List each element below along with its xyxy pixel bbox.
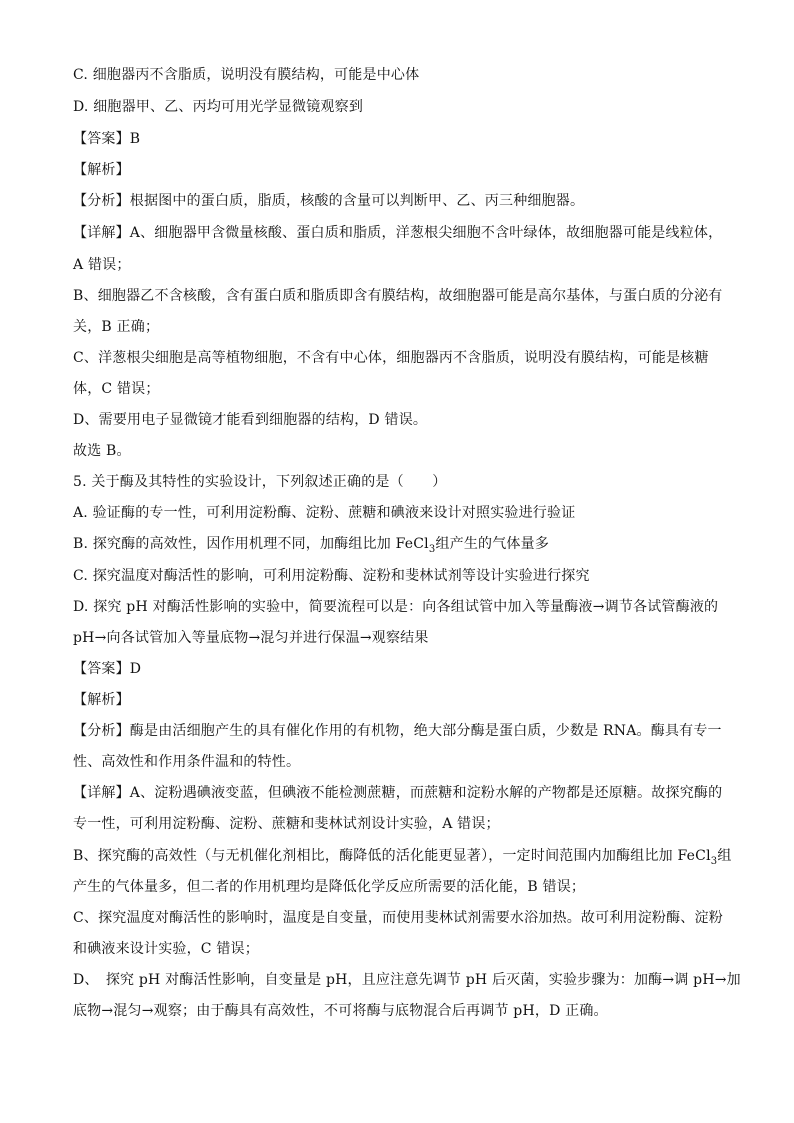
detail-text-a-cont: A 错误； <box>73 257 131 273</box>
q5-answer-label: 【答案】D <box>73 661 142 677</box>
q5-analysis-text: 【分析】酶是由活细胞产生的具有催化作用的有机物，绝大部分酶是蛋白质，少数是 RNA。酶具有专一 <box>73 723 722 739</box>
q5-option-b-subscript: 3 <box>428 543 436 555</box>
q5-detail-a: 【详解】A、淀粉遇碘液变蓝，但碘液不能检测蔗糖，而蔗糖和淀粉水解的产物都是还原糖。故探究酶的 <box>73 785 723 801</box>
question-5-stem: 5. 关于酶及其特性的实验设计，下列叙述正确的是（ ） <box>73 474 447 490</box>
detail-text-b-cont: 关，B 正确； <box>73 319 160 335</box>
detail-text-a: 【详解】A、细胞器甲含微量核酸、蛋白质和脂质，洋葱根尖细胞不含叶绿体，故细胞器可能是线粒体， <box>73 225 723 241</box>
conclusion-text: 故选 B。 <box>73 443 131 459</box>
detail-text-b: B、细胞器乙不含核酸，含有蛋白质和脂质即含有膜结构，故细胞器可能是高尔基体，与蛋白质的分泌有 <box>73 288 723 304</box>
q5-detail-c: C、探究温度对酶活性的影响时，温度是自变量，而使用斐林试剂需要水浴加热。故可利用淀粉酶、淀粉 <box>73 910 723 926</box>
option-c-text: C. 细胞器丙不含脂质，说明没有膜结构，可能是中心体 <box>73 67 420 83</box>
q5-detail-c-cont: 和碘液来设计实验，C 错误； <box>73 941 259 957</box>
q5-detail-b-subscript: 3 <box>710 855 718 867</box>
q5-option-a: A. 验证酶的专一性，可利用淀粉酶、淀粉、蔗糖和碘液来设计对照实验进行验证 <box>73 505 576 521</box>
q5-detail-b <box>73 845 732 867</box>
option-d-text: D. 细胞器甲、乙、丙均可用光学显微镜观察到 <box>73 99 364 115</box>
q5-option-b-text-1: B. 探究酶的高效性，因作用机理不同，加酶组比加 FeCl <box>73 536 429 552</box>
q5-option-c: C. 探究温度对酶活性的影响，可利用淀粉酶、淀粉和斐林试剂等设计实验进行探究 <box>73 568 590 584</box>
detail-text-c: C、洋葱根尖细胞是高等植物细胞，不含有中心体，细胞器丙不含脂质，说明没有膜结构，可能是核糖 <box>73 350 709 366</box>
q5-detail-d: D、 探究 pH 对酶活性影响，自变量是 pH，且应注意先调节 pH 后灭菌，实验步骤为：加酶→调 pH→加 <box>73 972 741 988</box>
q5-option-b-text-2: 组产生的气体量多 <box>435 536 550 552</box>
detail-text-d: D、需要用电子显微镜才能看到细胞器的结构，D 错误。 <box>73 412 428 428</box>
analysis-heading: 【解析】 <box>73 162 130 178</box>
detail-text-c-cont: 体，C 错误； <box>73 381 160 397</box>
answer-label: 【答案】B <box>73 131 141 147</box>
q5-detail-a-cont: 专一性，可利用淀粉酶、淀粉、蔗糖和斐林试剂设计实验，A 错误； <box>73 816 500 832</box>
q5-analysis-text-cont: 性、高效性和作用条件温和的特性。 <box>73 754 301 770</box>
q5-detail-b-text-2: 组 <box>717 848 732 864</box>
q5-option-d-cont: pH→向各试管加入等量底物→混匀并进行保温→观察结果 <box>73 630 429 646</box>
q5-detail-b-cont: 产生的气体量多，但二者的作用机理均是降低化学反应所需要的活化能，B 错误； <box>73 879 586 895</box>
q5-analysis-heading: 【解析】 <box>73 692 130 708</box>
q5-detail-d-cont: 底物→混匀→观察；由于酶具有高效性，不可将酶与底物混合后再调节 pH，D 正确。 <box>73 1003 608 1019</box>
q5-option-b <box>73 533 723 555</box>
q5-detail-b-text-1: B、探究酶的高效性（与无机催化剂相比，酶降低的活化能更显著），一定时间范围内加酶组比加 FeCl <box>73 848 711 864</box>
analysis-text: 【分析】根据图中的蛋白质，脂质，核酸的含量可以判断甲、乙、丙三种细胞器。 <box>73 193 585 209</box>
q5-option-d: D. 探究 pH 对酶活性影响的实验中，简要流程可以是：向各组试管中加入等量酶液→调节各试管酶液的 <box>73 599 719 615</box>
